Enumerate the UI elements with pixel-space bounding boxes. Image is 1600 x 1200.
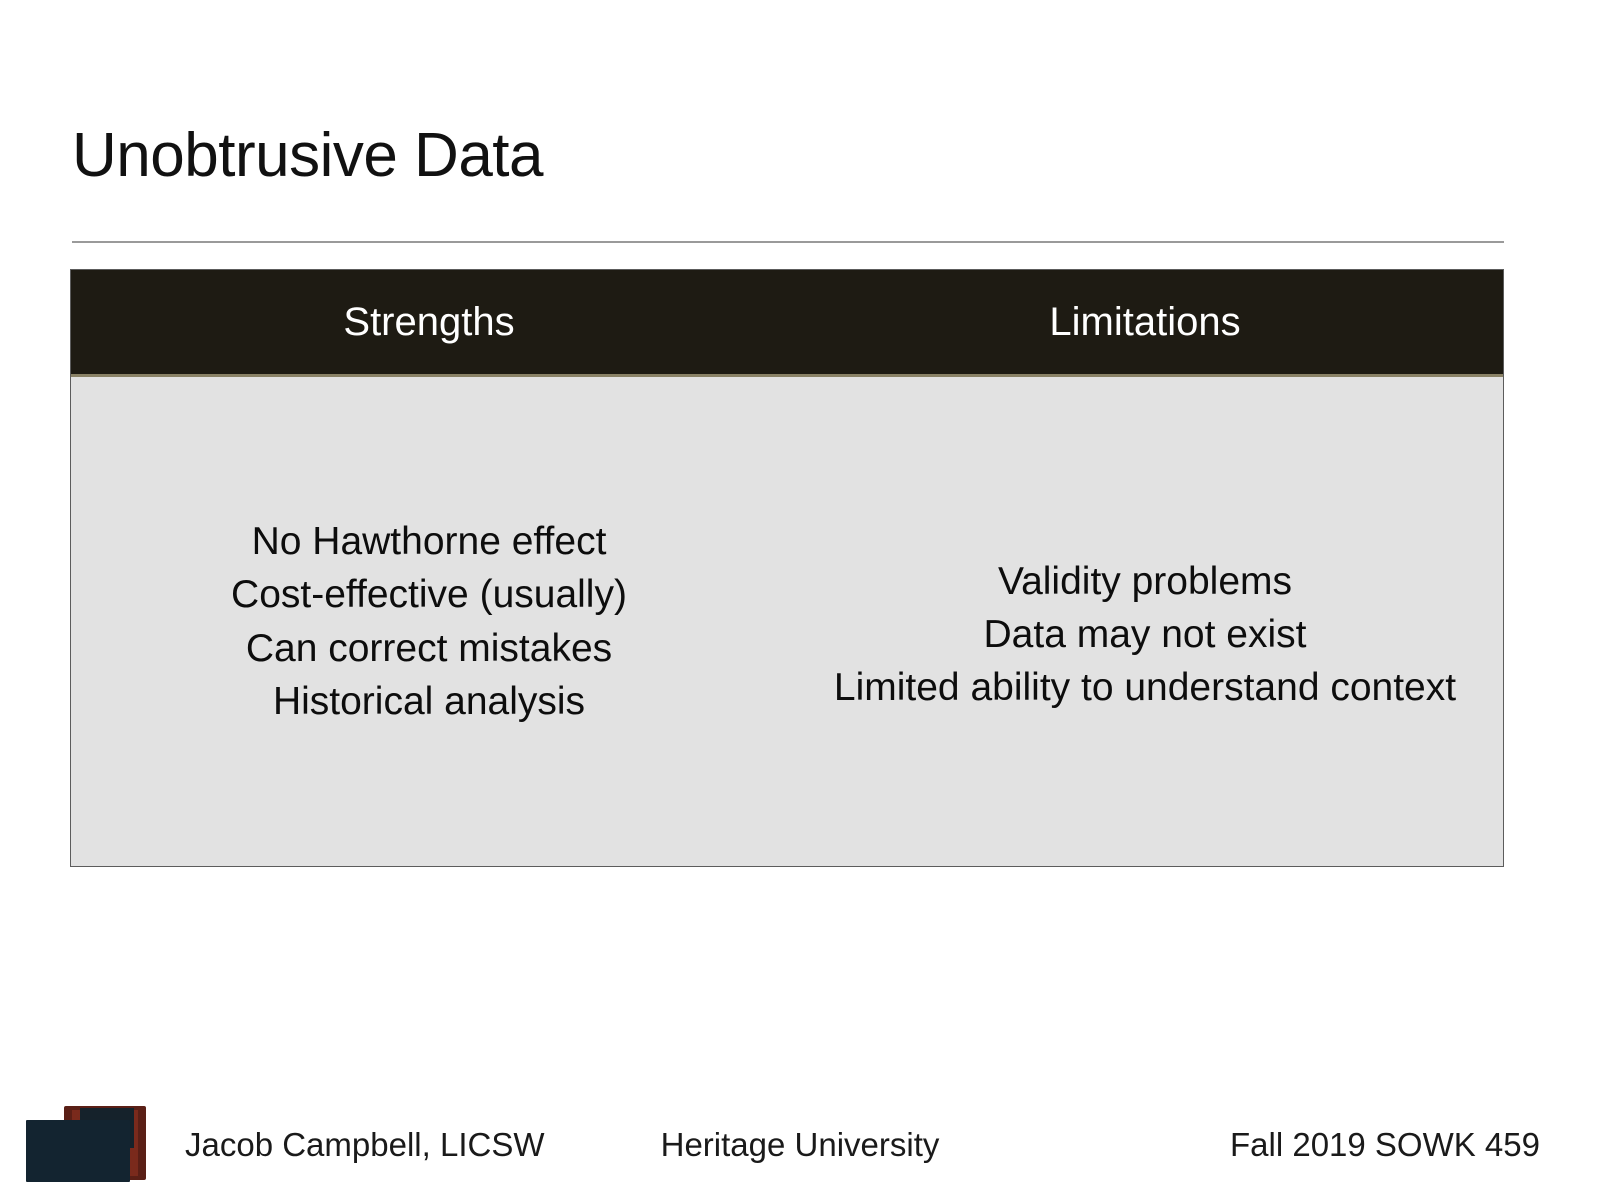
column-header-limitations: Limitations (1049, 299, 1241, 344)
footer-author: Jacob Campbell, LICSW (185, 1126, 545, 1163)
footer-organization: Heritage University (660, 1126, 940, 1163)
comparison-table (70, 269, 1504, 867)
footer-course: Fall 2019 SOWK 459 (1230, 1126, 1540, 1163)
slide-footer (0, 1126, 1600, 1172)
list-item: Historical analysis (272, 679, 586, 723)
list-item: No Hawthorne effect (251, 520, 607, 564)
table-header-row (71, 270, 1503, 377)
strengths-list (231, 515, 627, 727)
list-item: Cost-effective (usually) (231, 573, 627, 617)
title-divider (72, 241, 1504, 243)
list-item: Can correct mistakes (245, 626, 613, 670)
table-body-row (71, 377, 1503, 866)
list-item: Data may not exist (983, 612, 1307, 656)
cell-limitations (787, 377, 1503, 866)
cell-strengths (71, 377, 787, 866)
column-header-strengths: Strengths (343, 299, 515, 344)
page-title: Unobtrusive Data (72, 121, 544, 190)
list-item: Limited ability to understand context (833, 666, 1457, 710)
list-item: Validity problems (997, 559, 1293, 603)
limitations-list (834, 555, 1456, 714)
